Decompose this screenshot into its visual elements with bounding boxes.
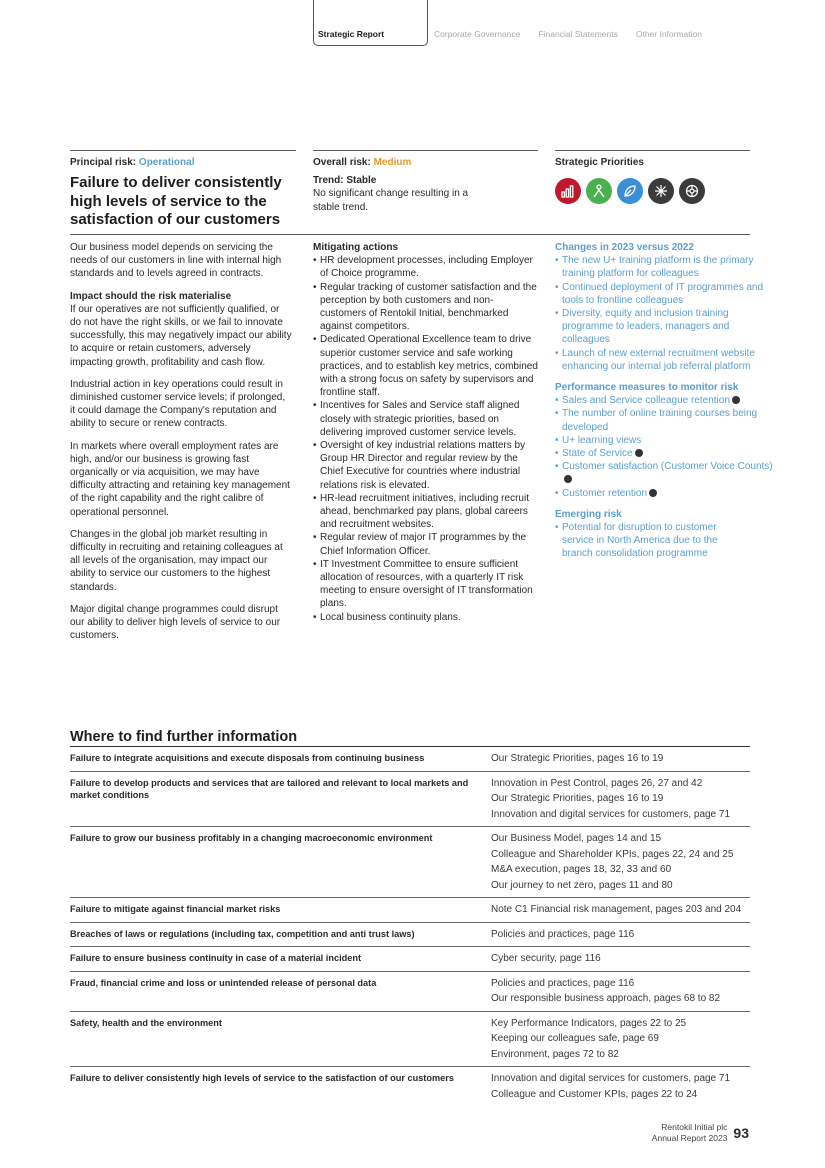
risk-cell: Fraud, financial crime and loss or unintended release of personal data — [70, 977, 377, 988]
reference-link[interactable]: Innovation and digital services for customers, page 71 — [491, 1073, 731, 1084]
tab-corporate-governance[interactable]: Corporate Governance — [434, 29, 521, 39]
kpi-marker-icon — [732, 396, 740, 404]
section-nav — [313, 0, 720, 46]
emerging-heading: Emerging risk — [555, 508, 622, 520]
risk-header — [70, 156, 296, 230]
list-item: • Launch of new external recruitment website enhancing our internal job referral platform — [555, 347, 773, 373]
changes-heading: Changes in 2023 versus 2022 — [555, 242, 694, 253]
refs-cell — [491, 832, 750, 894]
tab-strategic-report[interactable]: Strategic Report — [313, 0, 428, 46]
refs-cell — [491, 928, 750, 944]
reference-link[interactable]: Our Business Model, pages 14 and 15 — [491, 833, 662, 844]
report-name: Annual Report 2023 — [651, 1132, 728, 1143]
reference-link[interactable]: Key Performance Indicators, pages 22 to 25 — [491, 1017, 687, 1029]
list-item: • Regular review of major IT programmes by the Chief Information Officer. — [313, 531, 538, 557]
mitigating-heading: Mitigating actions — [313, 242, 398, 253]
table-row — [70, 771, 750, 827]
list-item: • Potential for disruption to customer service in North America due to the branch consolidation programme — [555, 521, 735, 561]
table-row — [70, 897, 750, 922]
refs-cell — [491, 777, 750, 824]
reference-link[interactable]: Cyber security, page 116 — [491, 953, 601, 964]
risk-cell: Failure to deliver consistently high levels of service to the satisfaction of our customers — [70, 1073, 454, 1083]
list-item: • Customer satisfaction (Customer Voice Counts) — [555, 460, 773, 486]
risk-title: Failure to deliver consistently high levels of service to the satisfaction of our customers — [70, 174, 282, 229]
risk-cell: Failure to integrate acquisitions and execute disposals from continuing business — [70, 753, 425, 763]
list-item: • State of Service — [555, 447, 773, 460]
table-row — [70, 1011, 750, 1067]
changes-list — [555, 254, 773, 373]
kpi-marker-icon — [635, 449, 643, 457]
reference-link[interactable]: Our responsible business approach, pages 68 to 82 — [491, 993, 721, 1004]
list-item: • Regular tracking of customer satisfaction and the perception by both customers and non-customers of Rentokil Initial, benchmarked against competitors. — [313, 281, 538, 334]
divider — [70, 234, 750, 235]
overall-risk-value: Medium — [373, 157, 412, 168]
reference-link[interactable]: Keeping our colleagues safe, page 69 — [491, 1033, 659, 1044]
refs-cell — [491, 1017, 750, 1064]
refs-cell — [491, 752, 750, 768]
reference-link[interactable]: Policies and practices, page 116 — [491, 977, 635, 989]
list-item: • Continued deployment of IT programmes and tools to frontline colleagues — [555, 281, 773, 307]
strategic-priorities — [555, 156, 750, 204]
performance-heading: Performance measures to monitor risk — [555, 382, 739, 394]
divider — [313, 150, 538, 151]
kpi-marker-icon — [649, 489, 657, 497]
list-item: • Incentives for Sales and Service staff aligned closely with strategic priorities, based on delivering improved customer service levels. — [313, 399, 538, 439]
reference-link[interactable]: Policies and practices, page 116 — [491, 928, 635, 940]
impact-paragraph: Changes in the global job market resulting in difficulty in recruiting and retaining colleagues at all levels of the organisation, may impact our ability to service our customers to the highest standards. — [70, 528, 283, 593]
refs-cell — [491, 903, 750, 919]
table-row — [70, 746, 750, 771]
company-name: Rentokil Initial plc — [661, 1122, 728, 1132]
list-item: • The number of online training courses being developed — [555, 407, 773, 433]
reference-link[interactable]: Our Strategic Priorities, pages 16 to 19 — [491, 793, 664, 804]
risk-cell: Breaches of laws or regulations (including tax, competition and anti trust laws) — [70, 928, 415, 939]
tab-financial-statements[interactable]: Financial Statements — [538, 29, 618, 39]
reference-link[interactable]: Environment, pages 72 to 82 — [491, 1048, 619, 1060]
list-item: • U+ learning views — [555, 434, 773, 447]
reference-link[interactable]: Colleague and Customer KPIs, pages 22 to 24 — [491, 1088, 698, 1100]
table-row — [70, 971, 750, 1011]
reference-link[interactable]: M&A execution, pages 18, 32, 33 and 60 — [491, 864, 672, 875]
people-icon — [586, 178, 612, 204]
list-item: • IT Investment Committee to ensure sufficient allocation of resources, with a quarterly IT risk meeting to ensure oversight of IT transformation plans. — [313, 558, 538, 611]
further-info-title: Where to find further information — [70, 729, 298, 745]
list-item: • Dedicated Operational Excellence team to drive superior customer service and safe working practices, and to establish key metrics, combined with a strong focus on safety by supervisors and frontline staff. — [313, 333, 538, 399]
table-row — [70, 946, 750, 971]
impact-paragraph: If our operatives are not sufficiently qualified, or do not have the right skills, or we fail to innovate successfully, this may negatively impact our ability to acquire or retain customers, adversely impacting growth, profitability and cash flow. — [70, 303, 292, 368]
reference-link[interactable]: Our journey to net zero, pages 11 and 80 — [491, 879, 673, 891]
impact-paragraph: Major digital change programmes could disrupt our ability to deliver high levels of service to our customers. — [70, 603, 281, 642]
risk-cell: Failure to develop products and services that are tailored and relevant to local markets and market conditions — [70, 777, 469, 800]
leaf-icon — [617, 178, 643, 204]
reference-link[interactable]: Our Strategic Priorities, pages 16 to 19 — [491, 753, 664, 764]
overall-risk-header — [313, 156, 538, 214]
network-icon — [648, 178, 674, 204]
impact-heading: Impact should the risk materialise — [70, 290, 232, 302]
refs-cell — [491, 977, 750, 1008]
impact-paragraph: Industrial action in key operations could result in diminished customer service levels; if prolonged, it could damage the Company's reputation and ability to secure or renew contracts. — [70, 378, 286, 430]
list-item: • HR development processes, including Employer of Choice programme. — [313, 254, 538, 280]
list-item: • Sales and Service colleague retention — [555, 394, 773, 407]
trend-label: Trend: Stable — [313, 175, 377, 187]
page-footer — [652, 1122, 749, 1143]
divider — [70, 150, 296, 151]
reference-link[interactable]: Innovation and digital services for customers, page 71 — [491, 808, 731, 820]
risk-changes — [555, 241, 773, 561]
reference-link[interactable]: Colleague and Shareholder KPIs, pages 22, 24 and 25 — [491, 848, 734, 860]
reference-link[interactable]: Innovation in Pest Control, pages 26, 27 and 42 — [491, 777, 703, 789]
performance-list — [555, 394, 773, 500]
list-item: • Diversity, equity and inclusion training programme to leaders, managers and colleagues — [555, 307, 773, 347]
risk-cell: Safety, health and the environment — [70, 1017, 222, 1028]
strategic-priorities-label: Strategic Priorities — [555, 157, 644, 168]
principal-risk-value: Operational — [138, 157, 195, 168]
description-paragraph: Our business model depends on servicing the needs of our customers in line with internal high standards and to levels agreed in contracts. — [70, 242, 282, 280]
list-item: • HR-lead recruitment initiatives, including recruit ahead, benchmarked pay plans, global careers and recruitment websites. — [313, 492, 538, 532]
principal-risk-label: Principal risk: — [70, 157, 137, 168]
risk-description — [70, 241, 292, 651]
overall-risk-label: Overall risk: — [313, 157, 371, 168]
mitigating-list — [313, 254, 538, 624]
mitigating-actions — [313, 241, 538, 624]
list-item: • Customer retention — [555, 487, 773, 500]
table-row — [70, 922, 750, 947]
list-item: • Local business continuity plans. — [313, 611, 538, 624]
list-item: • The new U+ training platform is the primary training platform for colleagues — [555, 254, 773, 280]
cycle-icon — [679, 178, 705, 204]
refs-cell — [491, 952, 750, 968]
emerging-list — [555, 521, 773, 561]
impact-paragraph: In markets where overall employment rates are high, and/or our business is growing fast organically or via acquisition, we may have difficulty attracting and retaining key management of the right capability and the right calibre of operational personnel. — [70, 440, 290, 518]
trend-text: No significant change resulting in a stable trend. — [313, 188, 469, 213]
growth-bars-icon — [555, 178, 581, 204]
tab-other-information[interactable]: Other Information — [635, 29, 702, 39]
risk-cell: Failure to ensure business continuity in case of a material incident — [70, 953, 362, 963]
divider — [555, 150, 750, 151]
page-number: 93 — [733, 1124, 749, 1141]
refs-cell — [491, 1072, 750, 1103]
priority-icons — [555, 178, 750, 204]
kpi-marker-icon — [564, 475, 572, 483]
table-row — [70, 1066, 750, 1106]
risk-cell: Failure to mitigate against financial market risks — [70, 904, 281, 914]
risk-cell: Failure to grow our business profitably in a changing macroeconomic environment — [70, 833, 433, 843]
table-row — [70, 826, 750, 897]
reference-link[interactable]: Note C1 Financial risk management, pages 203 and 204 — [491, 904, 742, 915]
further-info-table — [70, 746, 750, 1106]
list-item: • Oversight of key industrial relations matters by Group HR Director and regular review by the Chief Executive for countries where industrial relations risk is elevated. — [313, 439, 538, 492]
